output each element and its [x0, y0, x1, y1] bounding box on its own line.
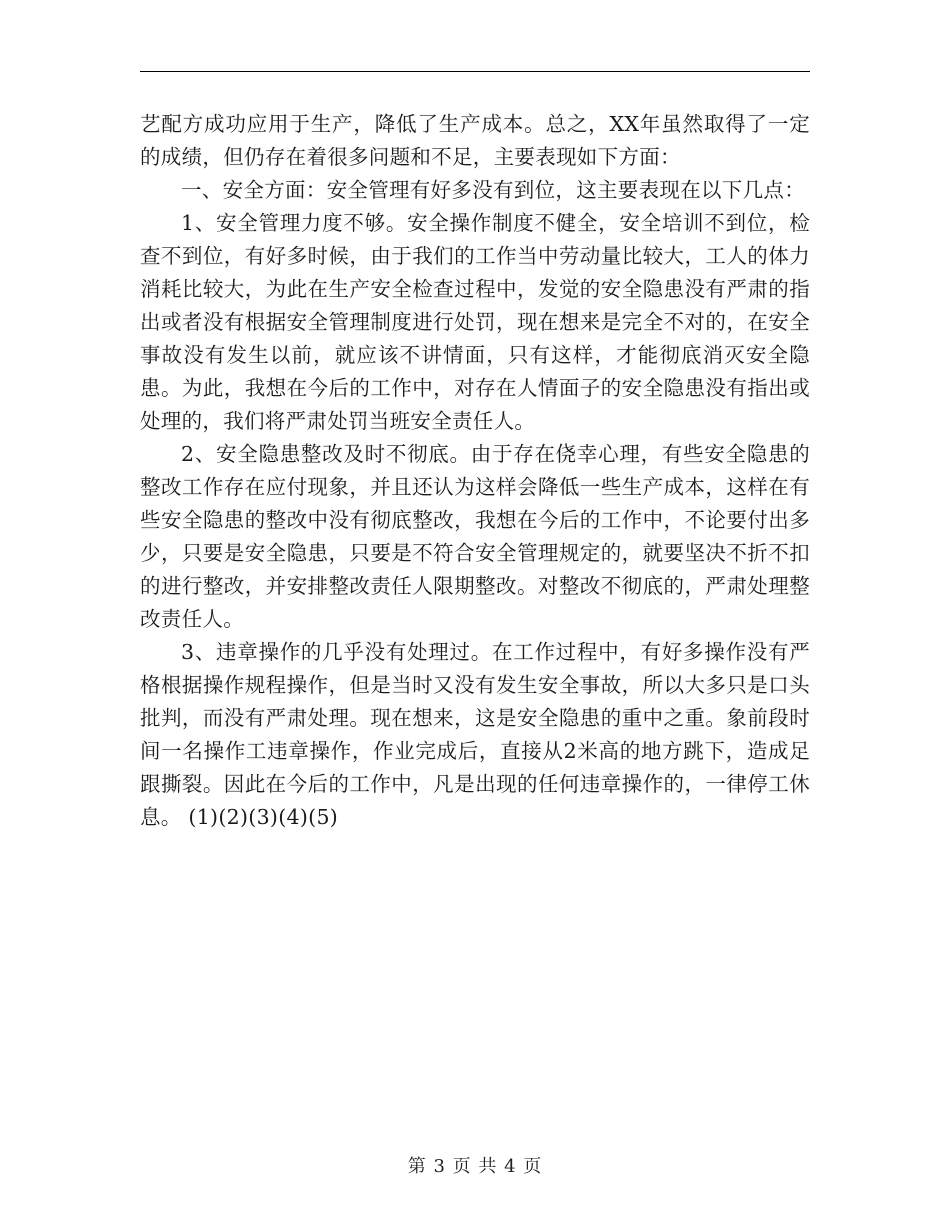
paragraph-2: 一、安全方面：安全管理有好多没有到位，这主要表现在以下几点：	[181, 178, 805, 202]
paragraph-3: 1、安全管理力度不够。安全操作制度不健全，安全培训不到位，检查不到位，有好多时候，由于我们的工作当中劳动量比较大，工人的体力消耗比较大，为此在生产安全检查过程中，发觉的安全隐患没有严肃的指出或者没有根据安全管理制度进行处罚，现在想来是完全不对的，在安全事故没有发生以前，就应该不讲情面，只有这样，才能彻底消灭安全隐患。为此，我想在今后的工作中，对存在人情面子的安全隐患没有指出或处理的，我们将严肃处罚当班安全责任人。	[140, 211, 810, 433]
paragraph-4: 2、安全隐患整改及时不彻底。由于存在侥幸心理，有些安全隐患的整改工作存在应付现象，并且还认为这样会降低一些生产成本，这样在有些安全隐患的整改中没有彻底整改，我想在今后的工作中，不论要付出多少，只要是安全隐患，只要是不符合安全管理规定的，就要坚决不折不扣的进行整改，并安排整改责任人限期整改。对整改不彻底的，严肃处理整改责任人。	[140, 442, 810, 631]
document-body	[140, 108, 810, 834]
page-number-footer: 第 3 页 共 4 页	[407, 1156, 543, 1177]
header-rule	[140, 71, 810, 72]
paragraph-1: 艺配方成功应用于生产，降低了生产成本。总之，XX年虽然取得了一定的成绩，但仍存在着很多问题和不足，主要表现如下方面：	[140, 112, 810, 169]
paragraph-5: 3、违章操作的几乎没有处理过。在工作过程中，有好多操作没有严格根据操作规程操作，但是当时又没有发生安全事故，所以大多只是口头批判，而没有严肃处理。现在想来，这是安全隐患的重中之重。象前段时间一名操作工违章操作，作业完成后，直接从2米高的地方跳下，造成足跟撕裂。因此在今后的工作中，凡是出现的任何违章操作的，一律停工休息。 (1)(2)(3)(4)(5)	[140, 640, 810, 829]
